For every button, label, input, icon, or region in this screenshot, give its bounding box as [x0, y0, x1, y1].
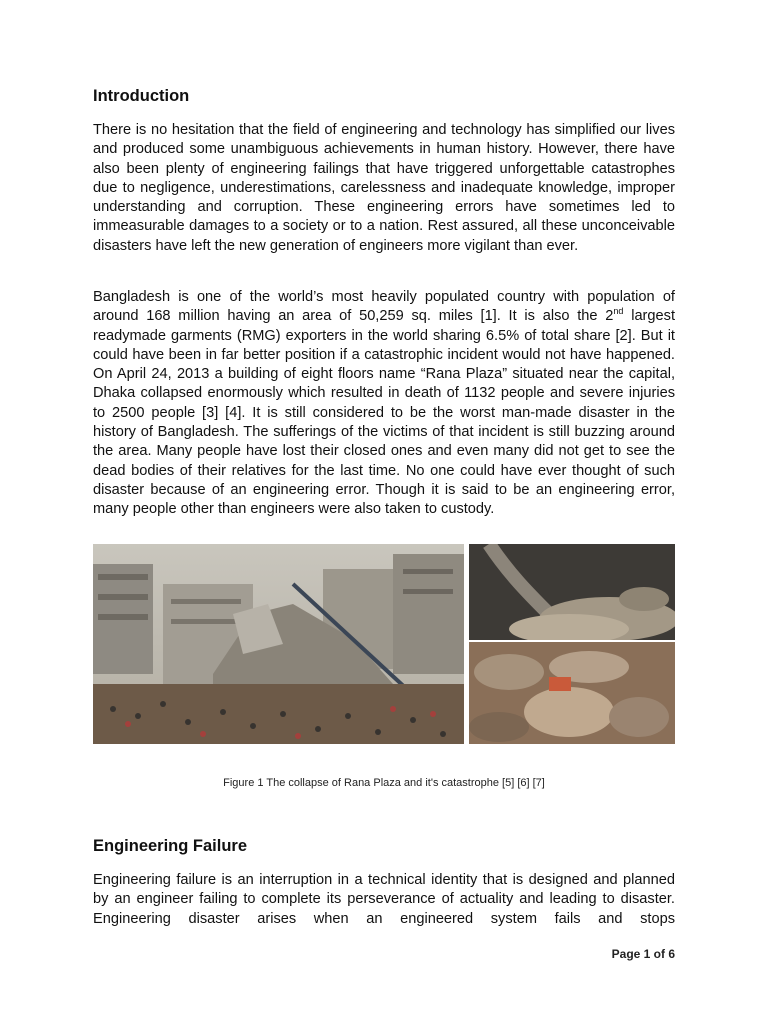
intro-paragraph-1: There is no hesitation that the field of engineering and technology has simplified our lives and produced some unambiguous achievements in human history. However, there have also been plenty of engineering failings that have triggered unforgettable catastrophes due to negligence, underestimations, carelessness and inadequate knowledge, improper understanding and corruption. These engineering errors have sometimes led to immeasurable damages to a society or to a nation. Rest assured, all these unconceivable disasters have left the new generation of engineers more vigilant than ever.	[93, 122, 675, 254]
debris-illustration	[469, 642, 675, 744]
collapse-photo-illustration	[93, 544, 464, 744]
intro-heading: Introduction	[93, 87, 190, 105]
figure-caption: Figure 1 The collapse of Rana Plaza and it's catastrophe [5] [6] [7]	[223, 777, 545, 789]
rubble-closeup-illustration	[469, 544, 675, 640]
figure-rana-plaza	[93, 544, 675, 744]
intro-paragraph-2-part-a: Bangladesh is one of the world’s most heavily populated country with population of around 168 million having an area of 50,259 sq. miles [1]. It is also the 2	[93, 289, 675, 325]
page-number: Page 1 of 6	[611, 947, 675, 961]
intro-paragraph-2	[93, 288, 675, 520]
intro-paragraph-2-part-b: largest readymade garments (RMG) exporters in the world sharing 6.5% of total share [2]. But it could have been in far better position if a catastrophic incident would not have happened. On April 24, 2013 a building of eight floors name “Rana Plaza” situated near the capital, Dhaka collapsed enormously which resulted in death of 1132 people and severe injuries to 2500 people [3] [4]. It is still considered to be the worst man-made disaster in the history of Bangladesh. The sufferings of the victims of that incident is still buzzing around the area. Many people have lost their closed ones and even many did not get to see the dead bodies of their relatives for the last time. No one could have ever thought of such disaster because of an engineering error. Though it is said to be an engineering error, many people other than engineers were also taken to custody.	[93, 308, 675, 518]
rubble-closeup-photo	[469, 544, 675, 640]
collapse-photo	[93, 544, 464, 744]
ordinal-suffix: nd	[613, 306, 624, 317]
engineering-failure-paragraph: Engineering failure is an interruption in a technical identity that is designed and planned by an engineer failing to complete its perseverance of actuality and leading to disaster. Engineering disaster arises when an engineered system fails and stops	[93, 872, 675, 927]
debris-photo	[469, 642, 675, 744]
engineering-failure-heading: Engineering Failure	[93, 837, 248, 855]
